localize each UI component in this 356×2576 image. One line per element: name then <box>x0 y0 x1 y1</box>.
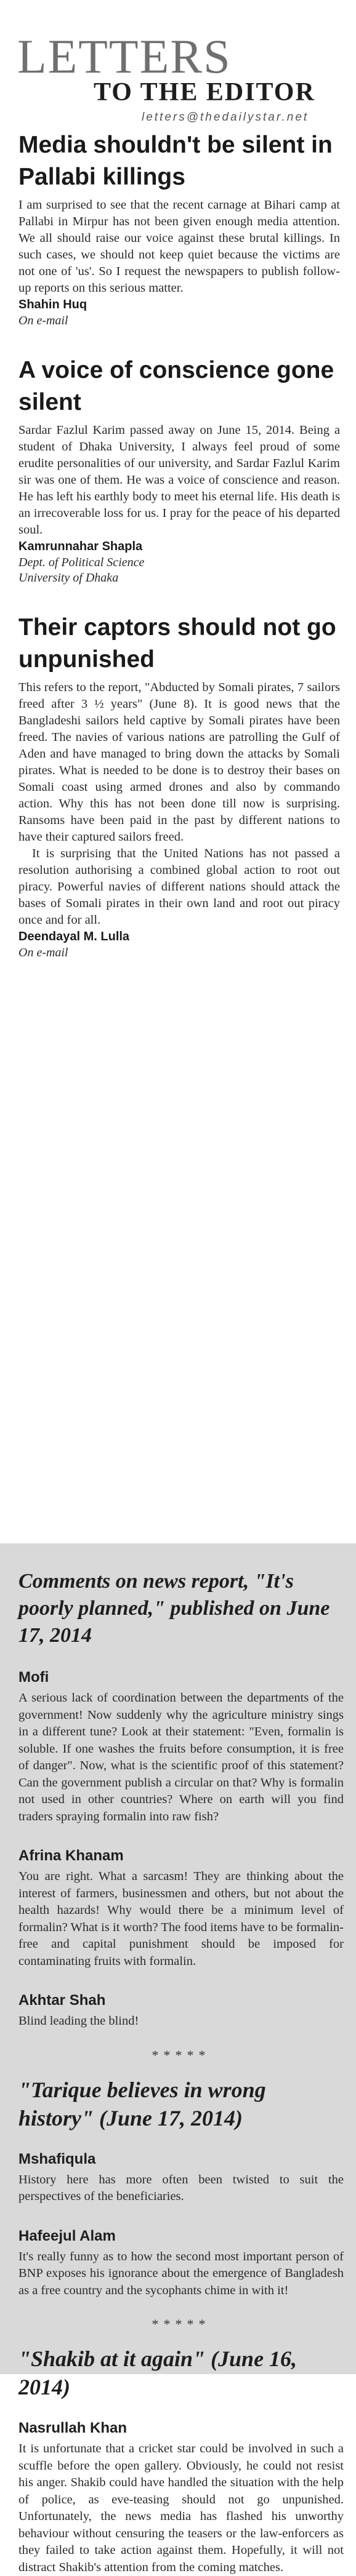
comment <box>18 1846 344 1970</box>
letter <box>18 129 340 329</box>
comment <box>18 2418 344 2576</box>
commenter-name: Mshafiqula <box>18 2150 96 2167</box>
commenter-name: Mofi <box>18 1669 49 1686</box>
masthead <box>0 0 356 129</box>
letter <box>18 612 340 961</box>
commenter-name: Hafeejul Alam <box>18 2227 116 2244</box>
section-separator: ***** <box>152 2047 211 2063</box>
comments-section-heading: "Shakib at it again" (June 16, 2014) <box>18 2346 297 2399</box>
comment-text: It is unfortunate that a cricket star could be involved in such a scuffle before the open gallery. Obviously, he could not resist his anger. Shakib could have handled the situation with the help of police, as eve-teasing should not go unpunished. Unfortunately, the news media has flashed his unworthy behaviour without censuring the teasers or the law-enforcers as they failed to take action against them. Hopefully, it will not distract Shakib's attention from the coming matches. <box>18 2442 344 2574</box>
letter-author: Deendayal M. Lulla <box>18 930 130 943</box>
letter-headline: Media shouldn't be silent in Pallabi killings <box>18 132 333 190</box>
masthead-subtitle: TO THE EDITOR <box>94 78 315 106</box>
comment <box>18 1991 344 2030</box>
letter-author-detail: University of Dhaka <box>18 571 119 585</box>
letter-author-detail: On e-mail <box>18 946 68 959</box>
letter <box>18 354 340 586</box>
comment-text: Blind leading the blind! <box>18 2014 139 2028</box>
letter-author: Shahin Huq <box>18 298 87 311</box>
comment-text: You are right. What a sarcasm! They are thinking about the interest of farmers, businessmen and others, but not about the health hazards! Why would there be a minimum level of formalin? What is it worth? The food items have to be formalin-free and capital punishment should be imposed for contaminating fruits with formalin. <box>18 1870 344 1968</box>
commenter-name: Nasrullah Khan <box>18 2420 127 2436</box>
comment-text: A serious lack of coordination between the departments of the government! Now suddenly why the agriculture ministry sings in a different tune? Look at their statement: "Even, formalin is soluble. If one washes the fruits before consumption, it is free of danger". Now, what is the scientific proof of this statement? Can the government publish a circular on that? Why is formalin not used in other countries? Where on earth will you find traders spraying formalin into raw fish? <box>18 1691 344 1823</box>
comment <box>18 2150 344 2206</box>
comments-section-heading: Comments on news report, "It's poorly planned," published on June 17, 2014 <box>18 1570 330 1647</box>
letter-author-detail: On e-mail <box>18 314 68 327</box>
comment <box>18 2226 344 2300</box>
reader-comments-box <box>0 1543 356 2574</box>
letter-author-detail: Dept. of Political Science <box>18 556 145 569</box>
letter-body: I am surprised to see that the recent carnage at Bihari camp at Pallabi in Mirpur has not been given enough media attention. We all should raise our voice against these brutal killings. In such cases, we should not keep quiet because the victims are not one of 'us'. So I request the newspapers to publish follow-up reports on this serious matter. <box>18 198 340 295</box>
comment <box>18 1668 344 1825</box>
letter-body: It is surprising that the United Nations has not passed a resolution authorising a combined global action to root out piracy. Powerful navies of different nations should attack the bases of Somali pirates in their own land and root out piracy once and for all. <box>18 847 340 927</box>
section-separator: ***** <box>152 2316 211 2332</box>
letter-author: Kamrunnahar Shapla <box>18 540 143 553</box>
letter-headline: A voice of conscience gone silent <box>18 357 334 415</box>
masthead-title: LETTERS <box>17 30 232 83</box>
letter-headline: Their captors should not go unpunished <box>18 614 336 673</box>
comment-text: History here has more often been twisted to suit the perspectives of the beneficiaries. <box>18 2172 344 2203</box>
letter-body: This refers to the report, "Abducted by Somali pirates, 7 sailors freed after 3 ½ years" (June 8). It is good news that the Bangladeshi sailors held captive by Somali pirates have been freed. The navies of various nations are patrolling the Gulf of Aden and have managed to bring down the attacks by Somali pirates. What is needed to be done is to destroy their bases on Somali coast using armed drones and also by commando action. Why this has not been done till now is surprising. Ransoms have been paid in the past by different nations to have their captured sailors freed. <box>18 681 340 844</box>
letters-column <box>0 129 356 961</box>
letter-body: Sardar Fazlul Karim passed away on June 15, 2014. Being a student of Dhaka University, I always feel proud of some erudite personalities of our university, and Sardar Fazlul Karim sir was one of them. He was a voice of conscience and reason. He has left his earthly body to meet his eternal life. His death is an irrecoverable loss for us. I pray for the peace of his departed soul. <box>18 423 340 537</box>
masthead-email[interactable]: letters@thedailystar.net <box>142 111 309 124</box>
commenter-name: Afrina Khanam <box>18 1847 124 1864</box>
comments-section-heading: "Tarique believes in wrong history" (June 17, 2014) <box>18 2077 266 2130</box>
commenter-name: Akhtar Shah <box>18 1992 106 2009</box>
comment-text: It's really funny as to how the second most important person of BNP exposes his ignorance about the emergence of Bangladesh as a free country and the sycophants chime in with it! <box>18 2249 344 2297</box>
